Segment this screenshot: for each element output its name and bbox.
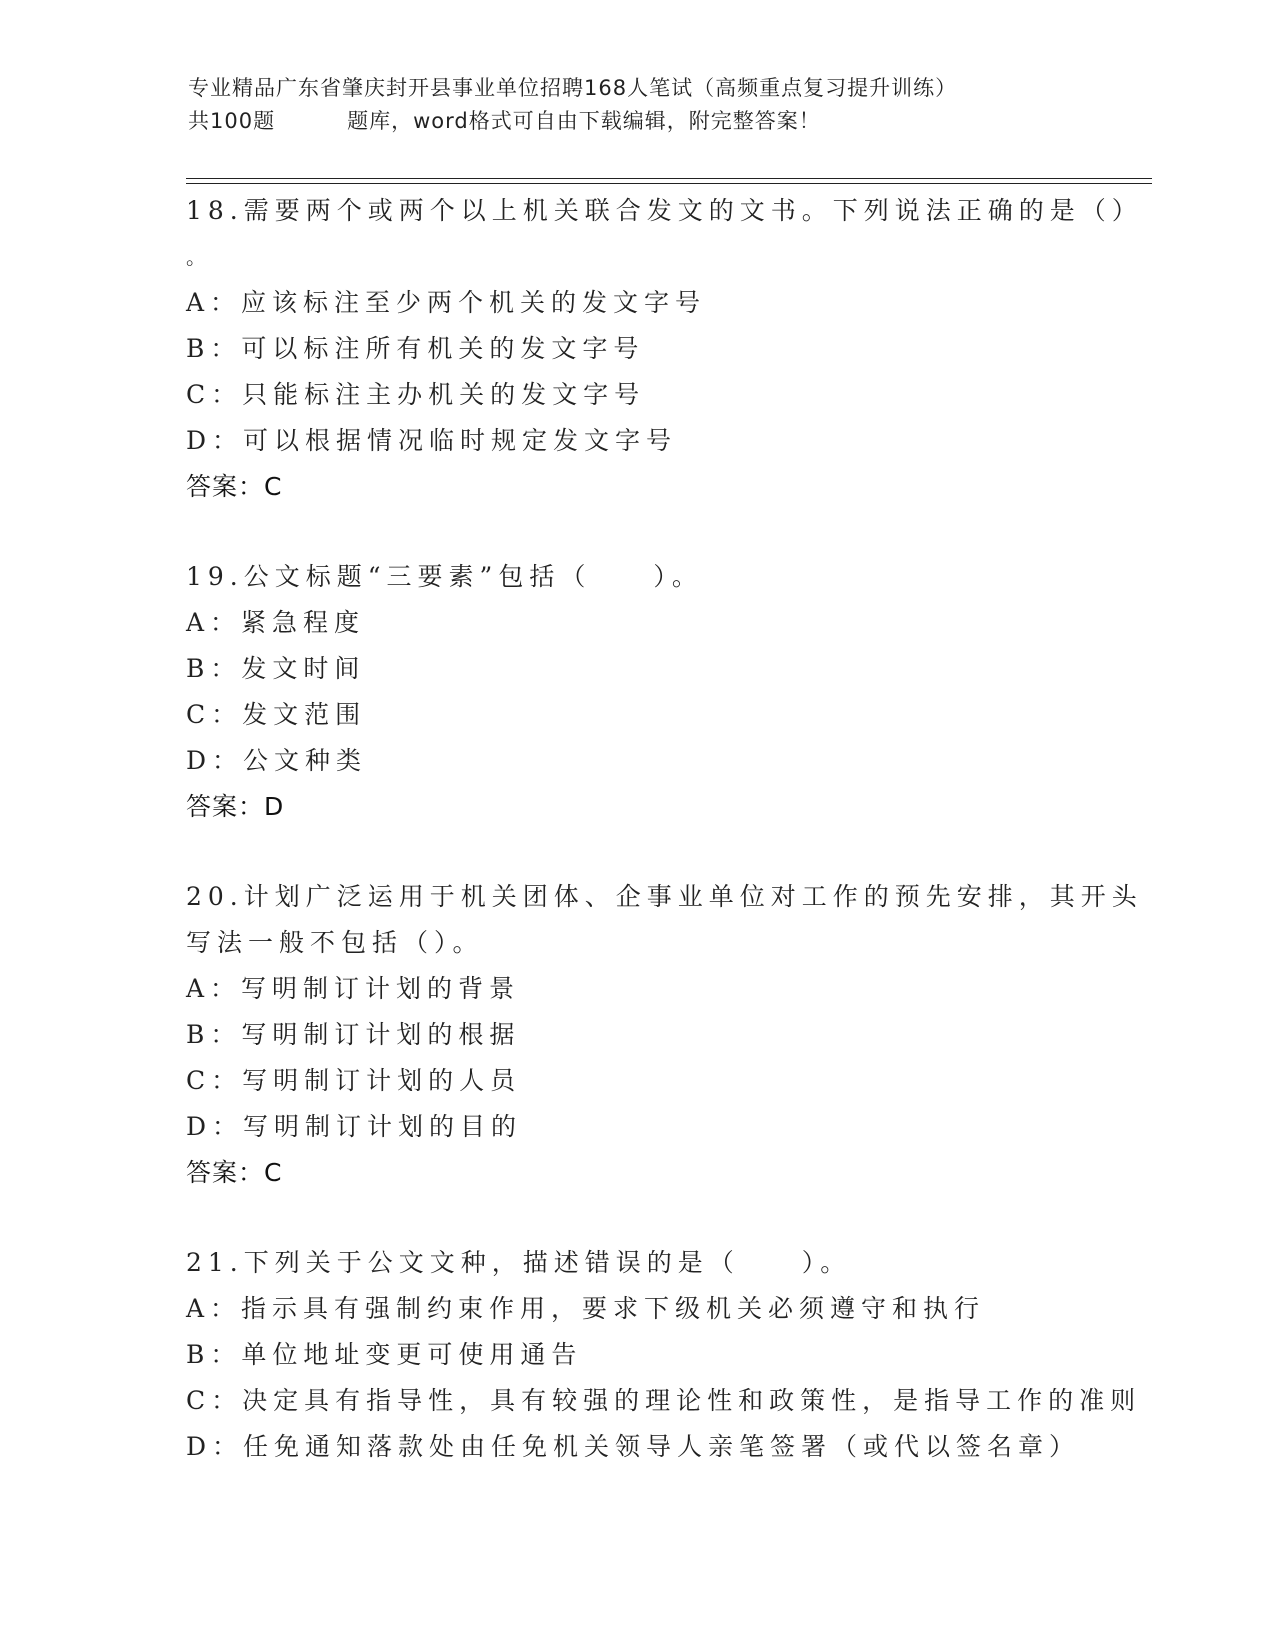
option-b: B：可以标注所有机关的发文字号 [186,334,645,363]
question-20 [186,874,1143,1196]
option-c: C：只能标注主办机关的发文字号 [186,380,646,409]
question-spacer [186,830,1086,874]
question-stem: 19.公文标题“三要素”包括（ ）。 [186,562,703,591]
question-spacer [186,1196,1086,1240]
question-18 [186,188,1143,510]
header-question-count: 共100题 [188,109,276,133]
option-a: A：写明制订计划的背景 [186,974,521,1003]
header-description: 题库，word格式可自由下载编辑，附完整答案！ [347,109,821,133]
question-stem: 18.需要两个或两个以上机关联合发文的文书。下列说法正确的是（） [186,196,1143,225]
question-stem: 21.下列关于公文文种，描述错误的是（ ）。 [186,1248,852,1277]
question-list [186,188,1143,1470]
option-d: D：任免通知落款处由任免机关领导人亲笔签署（或代以签名章） [186,1432,1081,1461]
option-a: A：指示具有强制约束作用，要求下级机关必须遵守和执行 [186,1294,986,1323]
option-b: B：发文时间 [186,654,366,683]
document-header [188,72,1148,138]
question-21 [186,1240,1142,1470]
answer-label: 答案：C [186,472,283,501]
option-a: A：应该标注至少两个机关的发文字号 [186,288,707,317]
header-divider-top [186,178,1152,179]
option-d: D：公文种类 [186,746,368,775]
option-d: D：写明制订计划的目的 [186,1112,523,1141]
answer-label: 答案：D [186,792,285,821]
header-title-line: 专业精品广东省肇庆封开县事业单位招聘168人笔试（高频重点复习提升训练） [188,76,958,100]
question-stem-continuation: 写法一般不包括（）。 [186,928,484,957]
option-c: C：写明制订计划的人员 [186,1066,522,1095]
question-stem: 20.计划广泛运用于机关团体、企事业单位对工作的预先安排，其开头 [186,882,1143,911]
option-d: D：可以根据情况临时规定发文字号 [186,426,678,455]
question-stem-continuation: 。 [186,245,212,269]
question-19 [186,554,1086,830]
option-c: C：发文范围 [186,700,367,729]
answer-label: 答案：C [186,1158,283,1187]
header-divider-bottom [186,183,1152,184]
option-b: B：写明制订计划的根据 [186,1020,521,1049]
option-c: C：决定具有指导性，具有较强的理论性和政策性，是指导工作的准则 [186,1386,1142,1415]
question-spacer [186,510,1086,554]
option-b: B：单位地址变更可使用通告 [186,1340,583,1369]
option-a: A：紧急程度 [186,608,366,637]
header-subtitle-line [188,105,1148,138]
